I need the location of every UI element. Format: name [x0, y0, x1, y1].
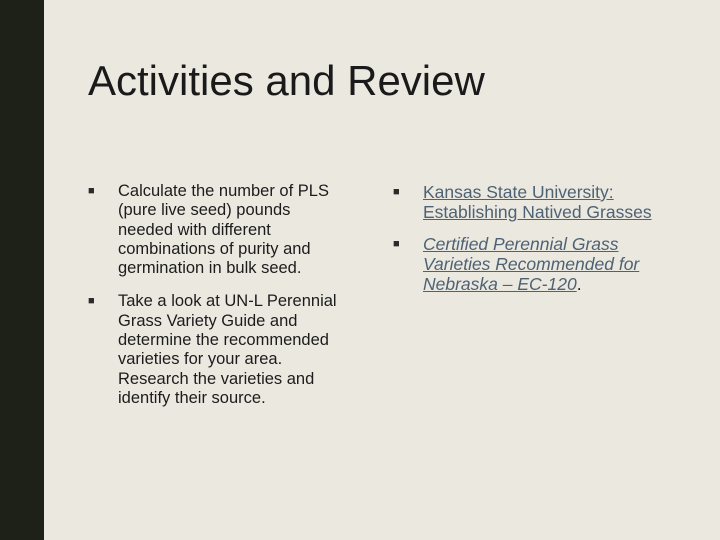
square-bullet-icon: ■ — [88, 295, 95, 308]
right-bullet-list — [393, 182, 663, 294]
left-bullet-list — [88, 182, 338, 408]
square-bullet-icon: ■ — [393, 238, 400, 250]
nebraska-ec120-link[interactable]: Certified Perennial Grass Varieties Recommended for Nebraska – EC-120 — [423, 234, 640, 294]
list-item — [88, 182, 338, 278]
link-suffix: . — [576, 274, 582, 294]
list-item-text: Calculate the number of PLS (pure live seed) pounds needed with different combinations of purity and germination in bulk seed. — [118, 182, 329, 278]
slide-title: Activities and Review — [88, 57, 485, 104]
kansas-state-link[interactable]: Kansas State University: Establishing Natived Grasses — [423, 182, 652, 222]
list-item — [393, 182, 663, 222]
left-column — [88, 182, 338, 422]
square-bullet-icon: ■ — [393, 186, 400, 198]
left-accent-bar — [0, 0, 44, 540]
list-item — [393, 234, 663, 294]
square-bullet-icon: ■ — [88, 185, 95, 197]
list-item-text: Take a look at UN-L Perennial Grass Variety Guide and determine the recommended varieties for your area. Research the varieties and identify their source. — [118, 292, 337, 407]
list-item — [88, 292, 338, 408]
right-column — [393, 182, 663, 306]
